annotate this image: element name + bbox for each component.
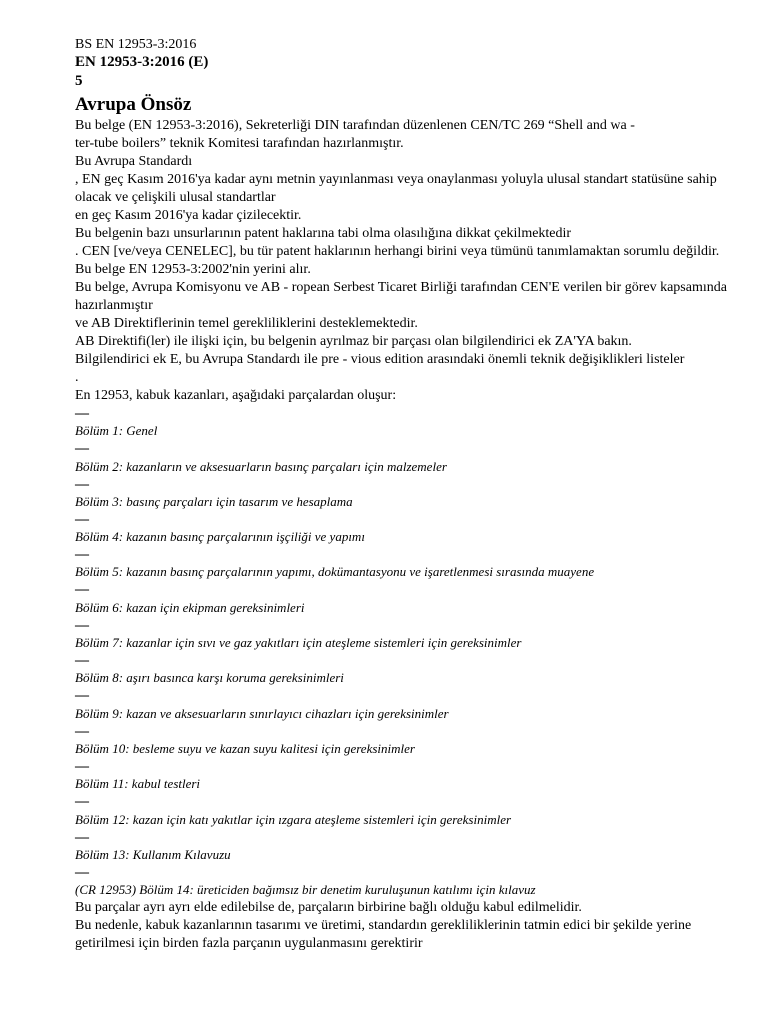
list-item: Bölüm 8: aşırı basınca karşı koruma gereksinimleri xyxy=(75,670,344,686)
list-dash: — xyxy=(75,829,88,845)
list-item: Bölüm 4: kazanın basınç parçalarının işçiliği ve yapımı xyxy=(75,529,365,545)
paragraph: ve AB Direktiflerinin temel gerekliliklerini desteklemektedir. xyxy=(75,316,418,331)
list-dash: — xyxy=(75,688,88,704)
paragraph: AB Direktifi(ler) ile ilişki için, bu belgenin ayrılmaz bir parçası olan bilgilendirici ek ZA'YA bakın. xyxy=(75,334,632,349)
list-item: Bölüm 9: kazan ve aksesuarların sınırlayıcı cihazları için gereksinimler xyxy=(75,705,449,721)
parts-list xyxy=(75,405,728,899)
list-item: (CR 12953) Bölüm 14: üreticiden bağımsız bir denetim kuruluşunun katılımı için kılavuz xyxy=(75,882,536,898)
list-dash: — xyxy=(75,476,88,492)
list-item: Bölüm 13: Kullanım Kılavuzu xyxy=(75,846,231,862)
list-dash: — xyxy=(75,617,88,633)
paragraph: . CEN [ve/veya CENELEC], bu tür patent haklarının herhangi birini veya tümünü tanımlamaktan sorumlu değildir. xyxy=(75,244,720,259)
paragraph: ter-tube boilers” teknik Komitesi tarafından hazırlanmıştır. xyxy=(75,136,404,151)
paragraph: Bu nedenle, kabuk kazanlarının tasarımı ve üretimi, standardın gerekliliklerinin tatmin edici bir şekilde yerine getirilmesi için birden fazla parçanın uygulanmasını gerektirir xyxy=(75,918,692,952)
page-number: 5 xyxy=(75,73,83,89)
paragraph: Bu belge EN 12953-3:2002'nin yerini alır. xyxy=(75,262,311,277)
list-dash: — xyxy=(75,547,88,563)
paragraph: , EN geç Kasım 2016'ya kadar aynı metnin yayınlanması veya onaylanması yoluyla ulusal standart statüsüne sahip olacak ve çelişkili ulusal standartlar xyxy=(75,172,717,205)
paragraph: Bu parçalar ayrı ayrı elde edilebilse de, parçaların birbirine bağlı olduğu kabul edilmelidir. xyxy=(75,900,582,916)
paragraph: Bu belgenin bazı unsurlarının patent haklarına tabi olma olasılığına dikkat çekilmektedir xyxy=(75,226,572,241)
paragraph: Bu belge (EN 12953-3:2016), Sekreterliği DIN tarafından düzenlenen CEN/TC 269 “Shell and wa - xyxy=(75,118,635,133)
closing-body xyxy=(75,899,728,953)
list-item: Bölüm 7: kazanlar için sıvı ve gaz yakıtları için ateşleme sistemleri için gereksinimler xyxy=(75,635,522,651)
paragraph: . xyxy=(75,370,79,385)
list-item: Bölüm 3: basınç parçaları için tasarım ve hesaplama xyxy=(75,493,353,509)
list-dash: — xyxy=(75,864,88,880)
paragraph: Bu Avrupa Standardı xyxy=(75,154,193,169)
list-item: Bölüm 5: kazanın basınç parçalarının yapımı, dokümantasyonu ve işaretlenmesi sırasında muayene xyxy=(75,564,595,580)
list-dash: — xyxy=(75,406,88,421)
standard-title: EN 12953-3:2016 (E) xyxy=(75,54,209,70)
list-item: Bölüm 11: kabul testleri xyxy=(75,776,201,792)
section-heading: Avrupa Önsöz xyxy=(75,94,192,115)
paragraph: en geç Kasım 2016'ya kadar çizilecektir. xyxy=(75,208,302,223)
list-dash: — xyxy=(75,511,88,527)
list-item: Bölüm 12: kazan için katı yakıtlar için ızgara ateşleme sistemleri için gereksinimler xyxy=(75,811,512,827)
list-item: Bölüm 1: Genel xyxy=(75,423,158,439)
paragraph: Bilgilendirici ek E, bu Avrupa Standardı ile pre - vious edition arasındaki önemli teknik değişiklikleri listeler xyxy=(75,352,685,367)
list-dash: — xyxy=(75,723,88,739)
list-dash: — xyxy=(75,441,88,457)
list-dash: — xyxy=(75,653,88,669)
foreword-body xyxy=(75,117,728,405)
list-item: Bölüm 2: kazanların ve aksesuarların basınç parçaları için malzemeler xyxy=(75,458,447,474)
list-item: Bölüm 6: kazan için ekipman gereksinimleri xyxy=(75,599,305,615)
list-dash: — xyxy=(75,794,88,810)
list-dash: — xyxy=(75,582,88,598)
standard-code: BS EN 12953-3:2016 xyxy=(75,37,197,52)
list-item: Bölüm 10: besleme suyu ve kazan suyu kalitesi için gereksinimler xyxy=(75,740,415,756)
paragraph: En 12953, kabuk kazanları, aşağıdaki parçalardan oluşur: xyxy=(75,388,397,403)
list-dash: — xyxy=(75,758,88,774)
paragraph: Bu belge, Avrupa Komisyonu ve AB - ropean Serbest Ticaret Birliği tarafından CEN'E verilen bir görev kapsamında hazırlanmıştır xyxy=(75,280,727,313)
